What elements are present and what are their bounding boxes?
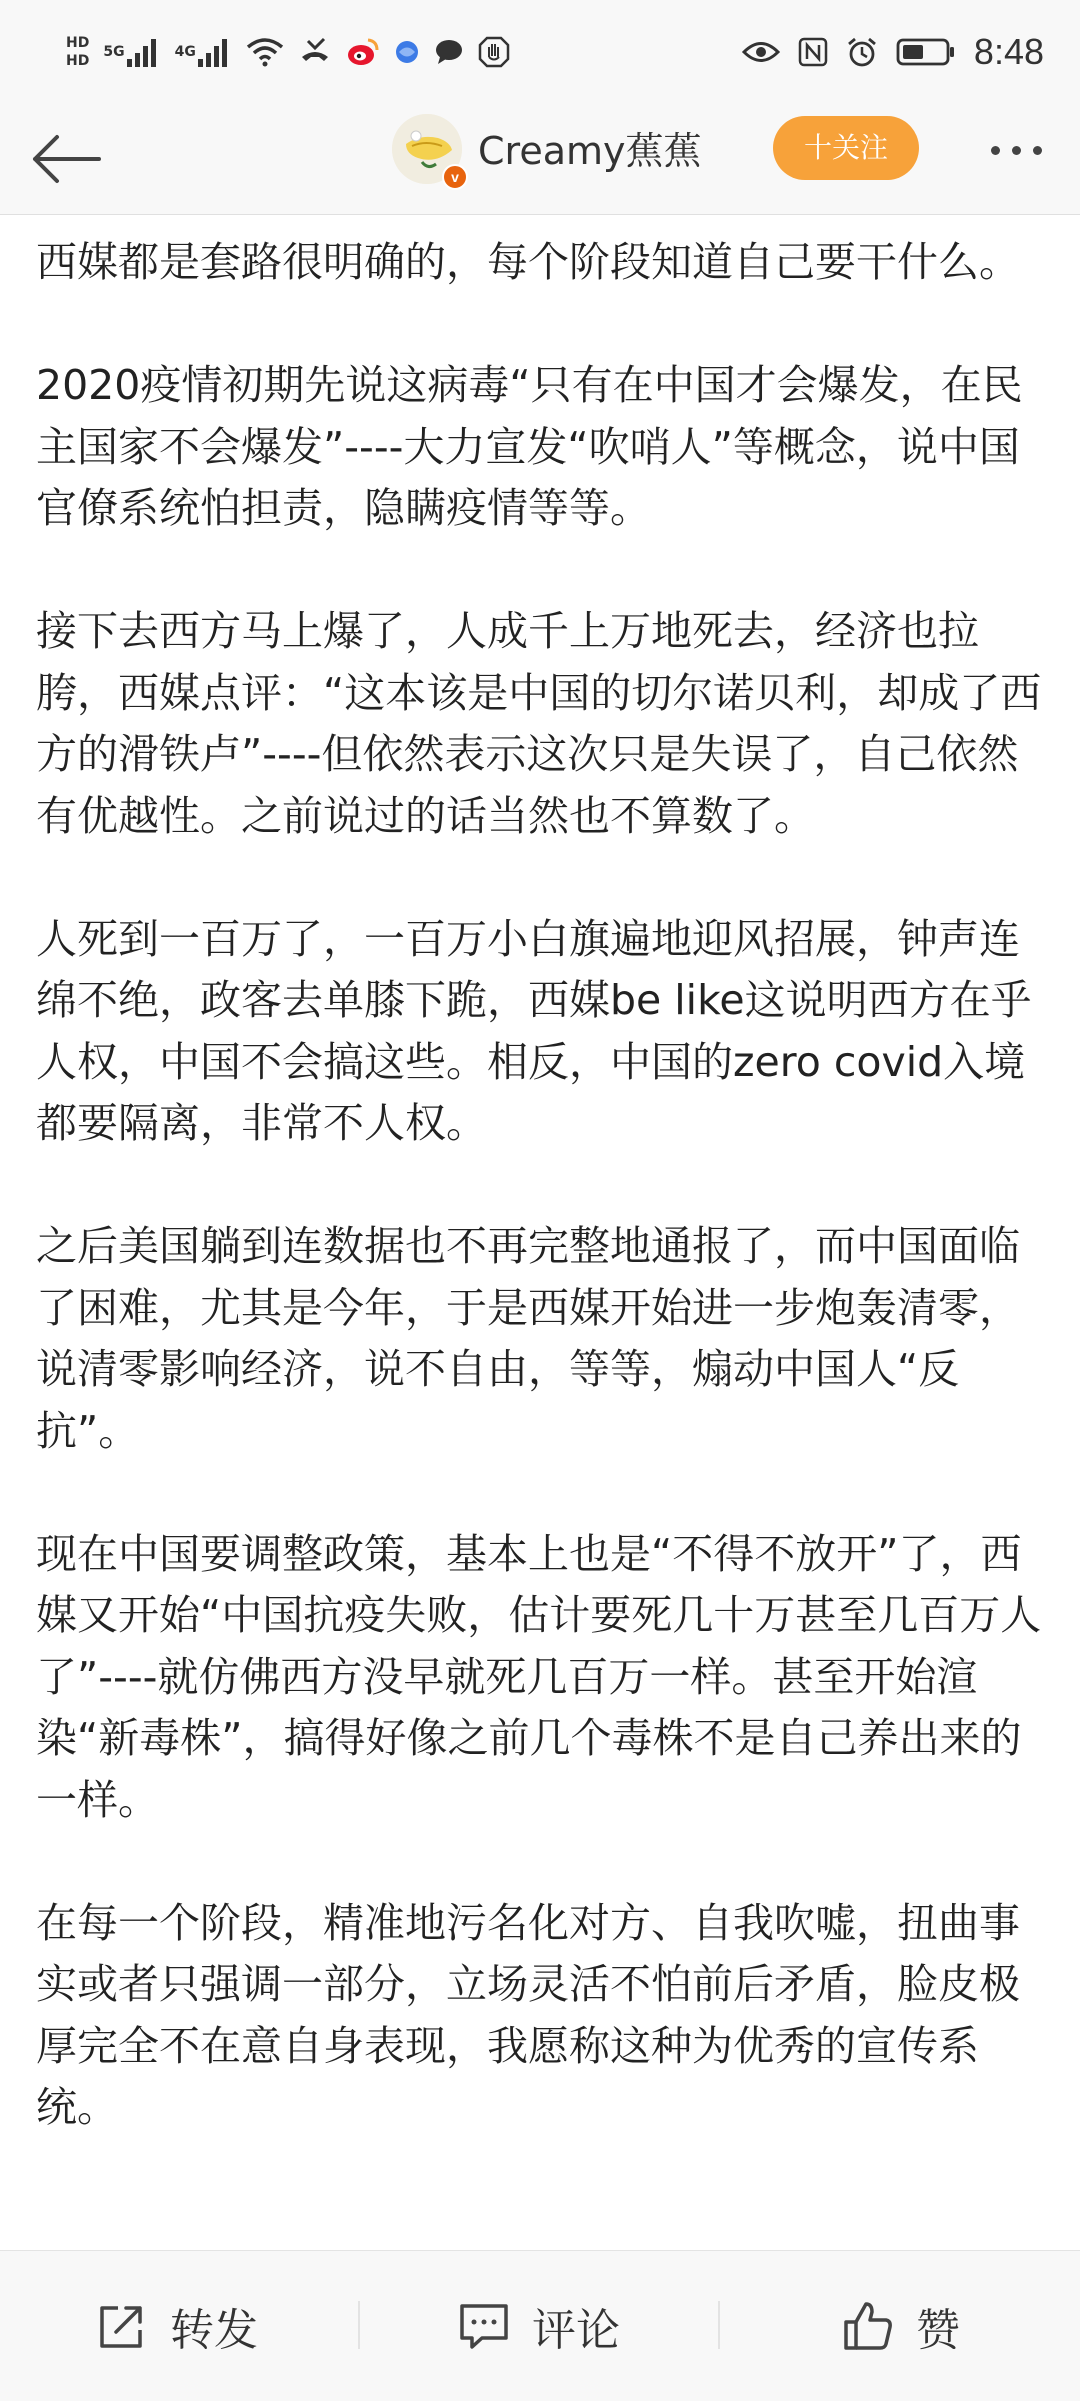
repost-icon [96, 2300, 148, 2352]
bottom-action-bar [0, 2250, 1080, 2401]
comment-icon [458, 2300, 510, 2352]
browser-icon [394, 39, 420, 65]
eye-icon [742, 39, 780, 65]
post-paragraph: 西媒都是套路很明确的，每个阶段知道自己要干什么。 [36, 238, 1020, 286]
nav-bar [0, 104, 1080, 215]
comment-label: 评论 [532, 2305, 620, 2356]
more-icon-dot [991, 146, 1000, 155]
like-label: 赞 [916, 2305, 960, 2356]
post-content [36, 232, 1046, 2200]
net-label-1: 5G [103, 44, 125, 60]
alarm-icon [846, 36, 878, 68]
verified-badge: v [442, 164, 468, 190]
username[interactable]: Creamy蕉蕉 [478, 129, 702, 173]
comment-button[interactable] [458, 2291, 620, 2361]
divider [358, 2301, 360, 2349]
status-time: 8:48 [973, 31, 1044, 72]
divider [718, 2301, 720, 2349]
nfc-icon [798, 37, 828, 67]
follow-button[interactable]: 十关注 [773, 116, 919, 180]
back-button[interactable] [20, 120, 110, 198]
wifi-icon [246, 37, 284, 67]
back-arrow-icon [27, 131, 103, 187]
like-icon [842, 2300, 894, 2352]
message-icon [434, 38, 464, 66]
post-paragraph: 之后美国躺到连数据也不再完整地通报了，而中国面临了困难，尤其是今年，于是西媒开始进一步炮轰清零，说清零影响经济，说不自由，等等，煽动中国人“反抗”。 [36, 1222, 1020, 1455]
battery-icon [896, 37, 956, 67]
hd-label-1: HD [66, 35, 90, 51]
signal-4g-icon [175, 37, 232, 67]
post-paragraph: 在每一个阶段，精准地污名化对方、自我吹嘘，扭曲事实或者只强调一部分，立场灵活不怕前后矛盾，脸皮极厚完全不在意自身表现，我愿称这种为优秀的宣传系统。 [36, 1898, 1020, 2131]
repost-button[interactable] [96, 2291, 258, 2361]
post-paragraph: 2020疫情初期先说这病毒“只有在中国才会爆发，在民主国家不会爆发”----大力宣发“吹哨人”等概念，说中国官僚系统怕担责，隐瞒疫情等等。 [36, 361, 1023, 532]
status-left-icons [66, 24, 510, 80]
weibo-icon [346, 37, 380, 67]
more-button[interactable] [976, 120, 1056, 180]
missed-call-icon [298, 37, 332, 67]
status-bar [0, 0, 1080, 104]
avatar[interactable] [392, 114, 462, 184]
hand-icon [478, 36, 510, 68]
hd-signal-icon [66, 36, 89, 68]
post-paragraph: 人死到一百万了，一百万小白旗遍地迎风招展，钟声连绵不绝，政客去单膝下跪，西媒be like这说明西方在乎人权，中国不会搞这些。相反，中国的zero covid入境都要隔离，非常不人权。 [36, 914, 1032, 1147]
more-icon-dot [1012, 146, 1021, 155]
repost-label: 转发 [170, 2305, 258, 2356]
post-paragraph: 现在中国要调整政策，基本上也是“不得不放开”了，西媒又开始“中国抗疫失败，估计要死几十万甚至几百万人了”----就仿佛西方没早就死几百万一样。甚至开始渲染“新毒株”，搞得好像之前几个毒株不是自己养出来的一样。 [36, 1529, 1042, 1824]
net-label-2: 4G [174, 44, 196, 60]
post-paragraph: 接下去西方马上爆了，人成千上万地死去，经济也拉胯，西媒点评：“这本该是中国的切尔诺贝利，却成了西方的滑铁卢”----但依然表示这次只是失误了，自己依然有优越性。之前说过的话当然也不算数了。 [36, 607, 1042, 840]
hd-label-2: HD [66, 53, 90, 69]
status-right-icons [742, 24, 1044, 80]
signal-5g-icon [103, 37, 160, 67]
like-button[interactable] [842, 2291, 960, 2361]
more-icon-dot [1033, 146, 1042, 155]
